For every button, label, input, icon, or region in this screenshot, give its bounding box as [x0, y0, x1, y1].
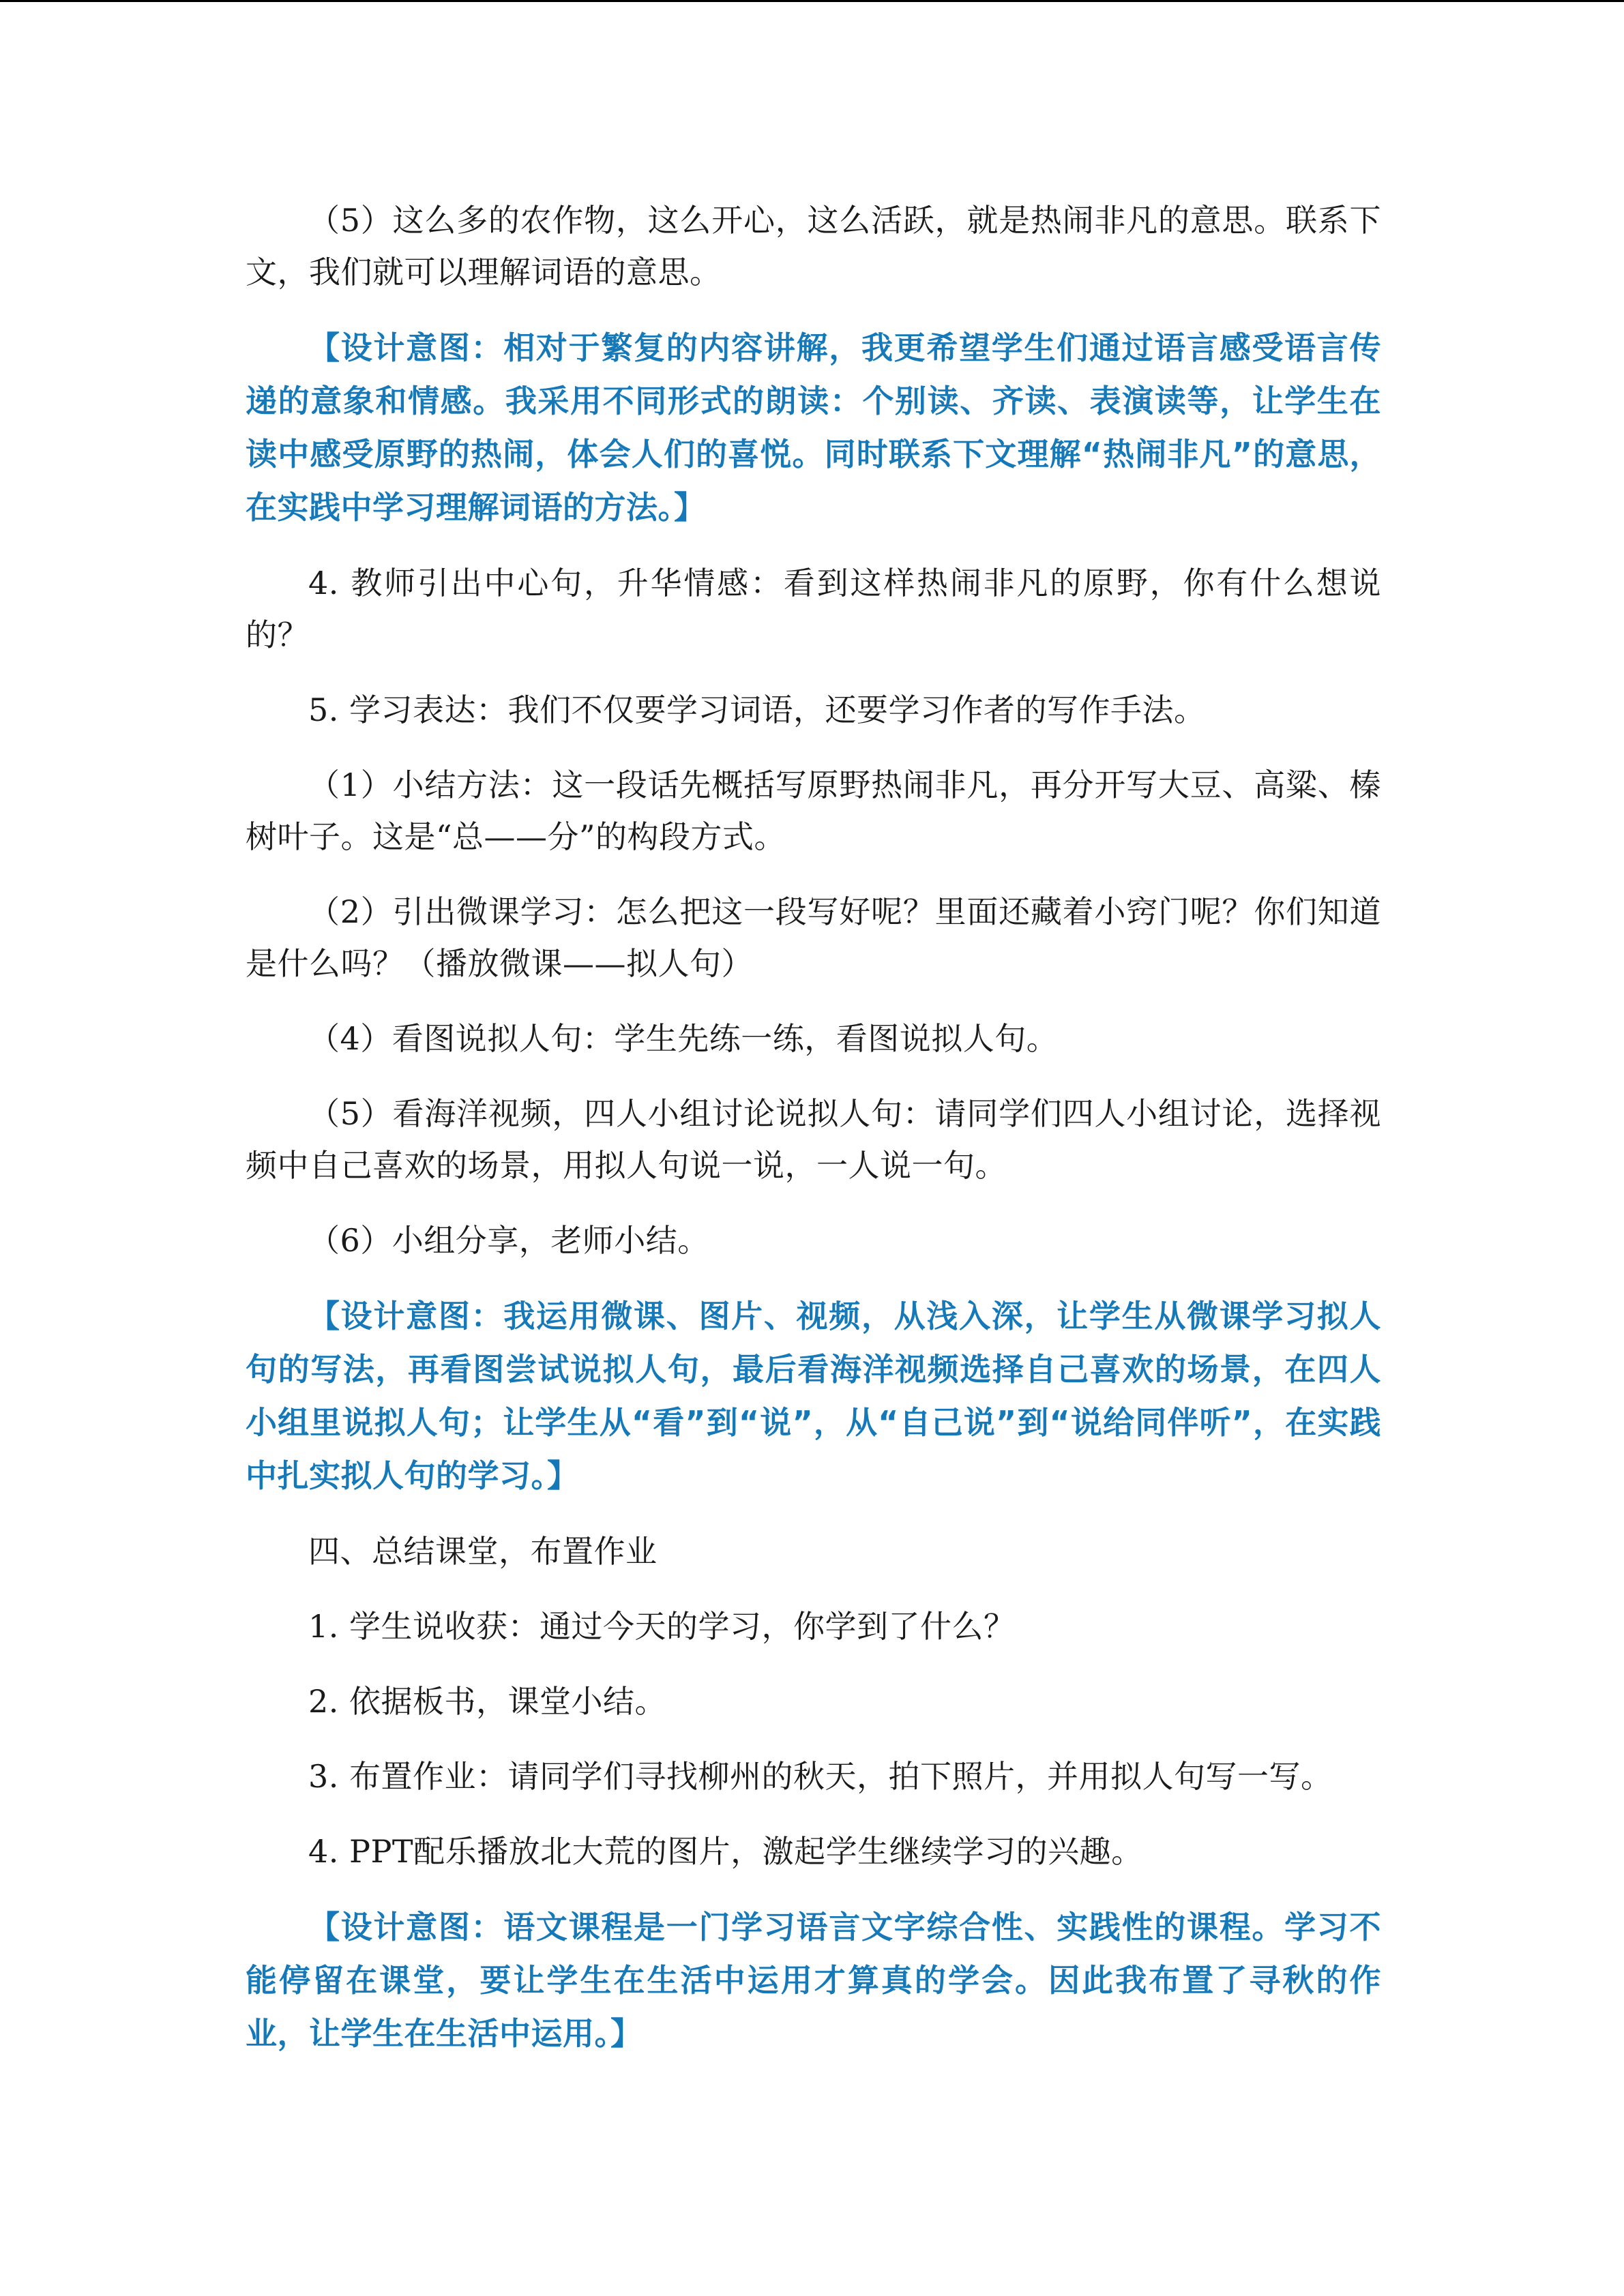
design-intent-personification: 【设计意图：我运用微课、图片、视频，从浅入深，让学生从微课学习拟人句的写法，再看图尝试说拟人句，最后看海洋视频选择自己喜欢的场景，在四人小组里说拟人句；让学生从“看”到“说”，从“自己说”到“说给同伴听”，在实践中扎实拟人句的学习。】 [246, 1298, 1381, 1494]
design-intent-reading: 【设计意图：相对于繁复的内容讲解，我更希望学生们通过语言感受语言传递的意象和情感。我采用不同形式的朗读：个别读、齐读、表演读等，让学生在读中感受原野的热闹，体会人们的喜悦。同时联系下文理解“热闹非凡”的意思，在实践中学习理解词语的方法。】 [246, 329, 1381, 526]
summary-step-2: 2. 依据板书，课堂小结。 [308, 1683, 667, 1720]
substep-5-ocean-video: （5）看海洋视频，四人小组讨论说拟人句：请同学们四人小组讨论，选择视频中自己喜欢的场景，用拟人句说一说，一人说一句。 [246, 1095, 1381, 1184]
summary-step-3: 3. 布置作业：请同学们寻找柳州的秋天，拍下照片，并用拟人句写一写。 [308, 1758, 1333, 1795]
step-4-central-sentence: 4. 教师引出中心句，升华情感：看到这样热闹非凡的原野，你有什么想说的？ [246, 565, 1381, 653]
section-heading-summary: 四、总结课堂，布置作业 [308, 1533, 658, 1570]
substep-2-micro-lesson: （2）引出微课学习：怎么把这一段写好呢？里面还藏着小窍门呢？你们知道是什么吗？（播放微课——拟人句） [246, 893, 1381, 982]
page-top-border [0, 0, 1624, 2]
summary-step-4: 4. PPT配乐播放北大荒的图片，激起学生继续学习的兴趣。 [308, 1833, 1143, 1870]
substep-1-summary-method: （1）小结方法：这一段话先概括写原野热闹非凡，再分开写大豆、高粱、榛树叶子。这是“总——分”的构段方式。 [246, 766, 1381, 855]
substep-6-group-share: （6）小组分享，老师小结。 [308, 1222, 709, 1259]
summary-step-1: 1. 学生说收获：通过今天的学习，你学到了什么？ [308, 1608, 1016, 1645]
substep-4-picture-personification: （4）看图说拟人句：学生先练一练，看图说拟人句。 [308, 1020, 1059, 1057]
step-paragraph-5-meaning: （5）这么多的农作物，这么开心，这么活跃，就是热闹非凡的意思。联系下文，我们就可以理解词语的意思。 [246, 202, 1381, 290]
design-intent-homework: 【设计意图：语文课程是一门学习语言文字综合性、实践性的课程。学习不能停留在课堂，要让学生在生活中运用才算真的学会。因此我布置了寻秋的作业，让学生在生活中运用。】 [246, 1909, 1381, 2052]
step-5-learn-expression: 5. 学习表达：我们不仅要学习词语，还要学习作者的写作手法。 [308, 691, 1206, 728]
document-page [246, 194, 1381, 2083]
